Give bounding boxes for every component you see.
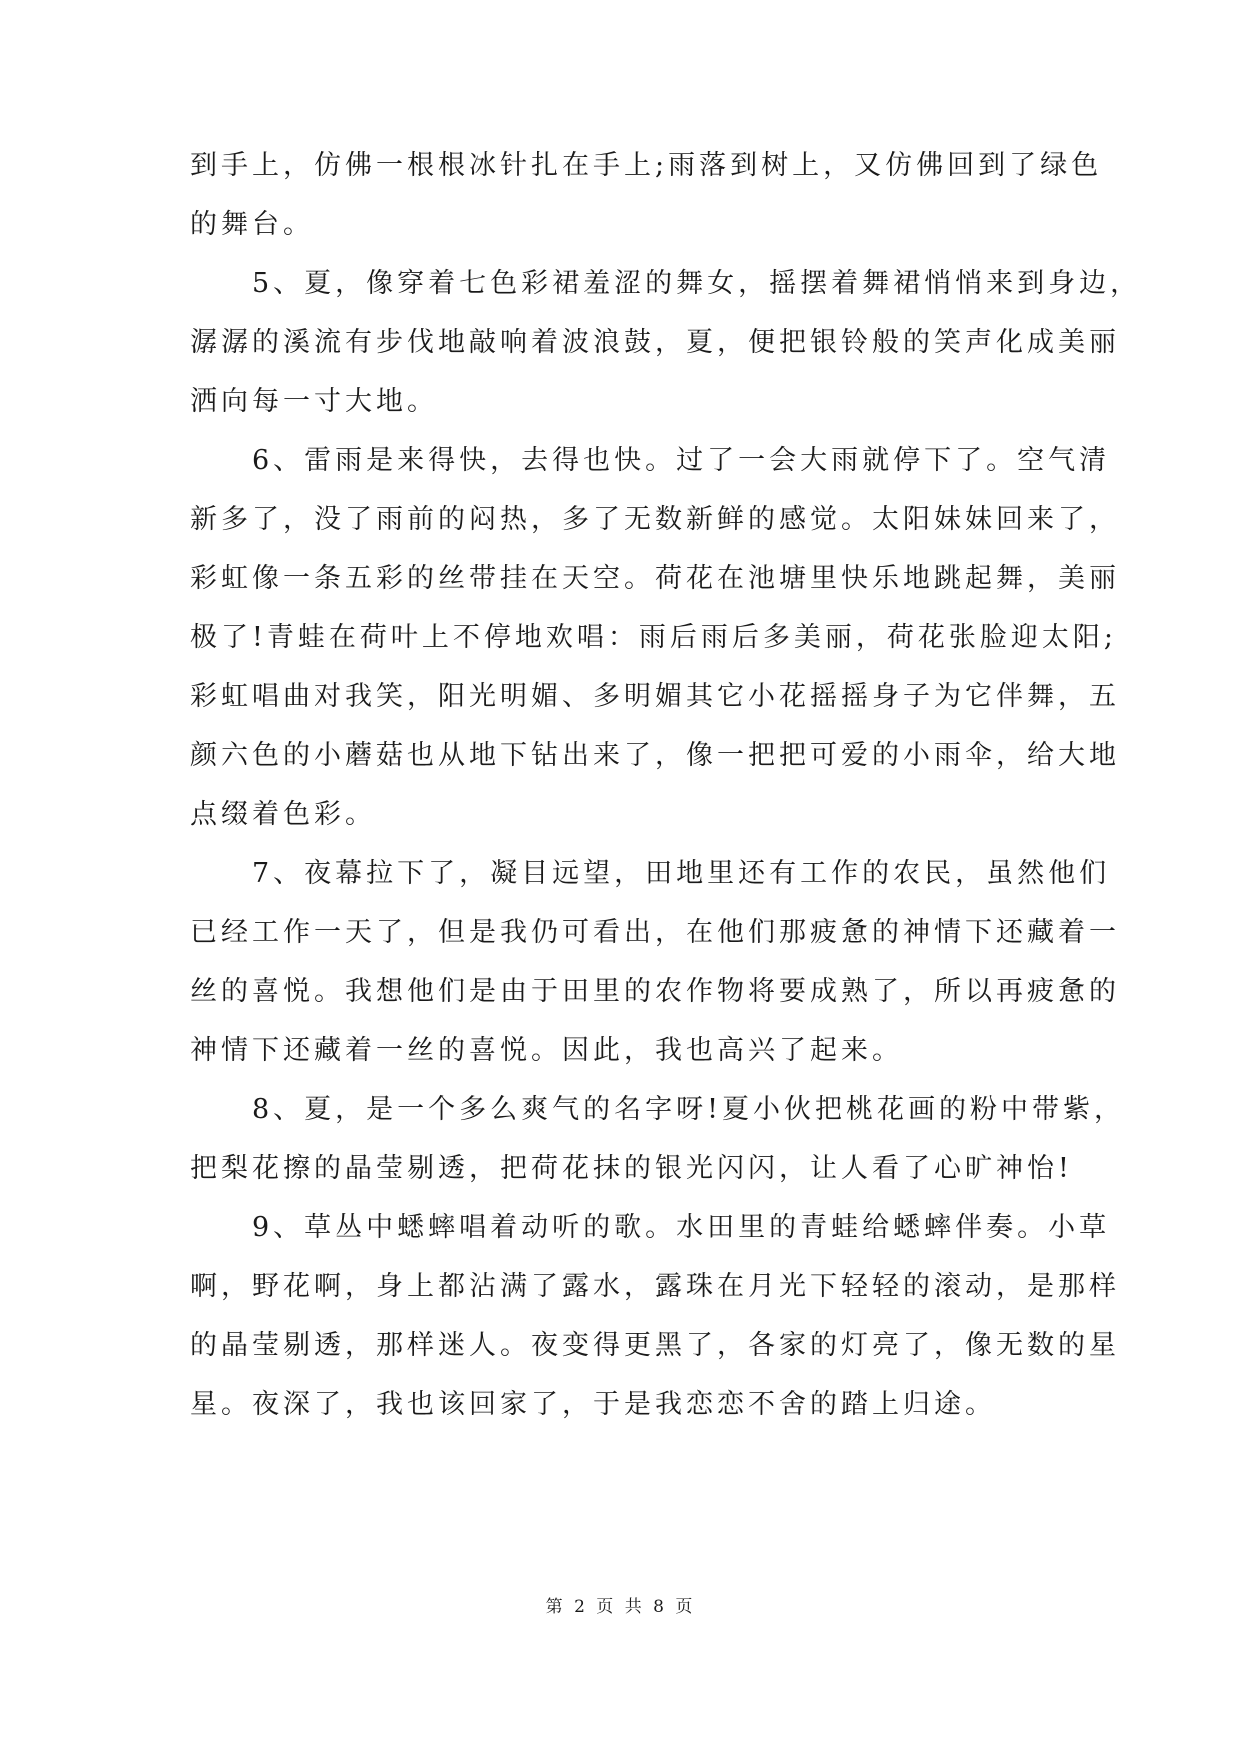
text-line: 已经工作一天了，但是我仍可看出，在他们那疲惫的神情下还藏着一 <box>190 917 1120 948</box>
text-line: 颜六色的小蘑菇也从地下钻出来了，像一把把可爱的小雨伞，给大地 <box>190 740 1120 771</box>
text-line: 5、夏，像穿着七色彩裙羞涩的舞女，摇摆着舞裙悄悄来到身边， <box>190 268 1142 299</box>
text-line: 新多了，没了雨前的闷热，多了无数新鲜的感觉。太阳妹妹回来了， <box>190 504 1120 535</box>
text-line: 9、草丛中蟋蟀唱着动听的歌。水田里的青蛙给蟋蟀伴奏。小草 <box>190 1212 1111 1243</box>
text-line: 到手上，仿佛一根根冰针扎在手上;雨落到树上，又仿佛回到了绿色 <box>190 150 1103 181</box>
text-line: 的舞台。 <box>190 209 314 240</box>
text-line: 神情下还藏着一丝的喜悦。因此，我也高兴了起来。 <box>190 1035 903 1066</box>
text-line: 7、夜幕拉下了，凝目远望，田地里还有工作的农民，虽然他们 <box>190 858 1111 889</box>
page-number-footer: 第 2 页 共 8 页 <box>545 1597 696 1617</box>
text-line: 彩虹唱曲对我笑，阳光明媚、多明媚其它小花摇摇身子为它伴舞，五 <box>190 681 1120 712</box>
text-line: 点缀着色彩。 <box>190 799 376 830</box>
text-line: 洒向每一寸大地。 <box>190 386 438 417</box>
text-line: 8、夏，是一个多么爽气的名字呀!夏小伙把桃花画的粉中带紫， <box>190 1094 1126 1125</box>
text-line: 极了!青蛙在荷叶上不停地欢唱：雨后雨后多美丽，荷花张脸迎太阳; <box>190 622 1117 653</box>
text-line: 星。夜深了，我也该回家了，于是我恋恋不舍的踏上归途。 <box>190 1389 996 1420</box>
text-line: 潺潺的溪流有步伐地敲响着波浪鼓，夏，便把银铃般的笑声化成美丽 <box>190 327 1120 358</box>
text-line: 啊，野花啊，身上都沾满了露水，露珠在月光下轻轻的滚动，是那样 <box>190 1271 1120 1302</box>
text-line: 6、雷雨是来得快，去得也快。过了一会大雨就停下了。空气清 <box>190 445 1111 476</box>
text-line: 把梨花擦的晶莹剔透，把荷花抹的银光闪闪，让人看了心旷神怡! <box>190 1153 1073 1184</box>
text-line: 的晶莹剔透，那样迷人。夜变得更黑了，各家的灯亮了，像无数的星 <box>190 1330 1120 1361</box>
text-line: 彩虹像一条五彩的丝带挂在天空。荷花在池塘里快乐地跳起舞，美丽 <box>190 563 1120 594</box>
text-line: 丝的喜悦。我想他们是由于田里的农作物将要成熟了，所以再疲惫的 <box>190 976 1120 1007</box>
